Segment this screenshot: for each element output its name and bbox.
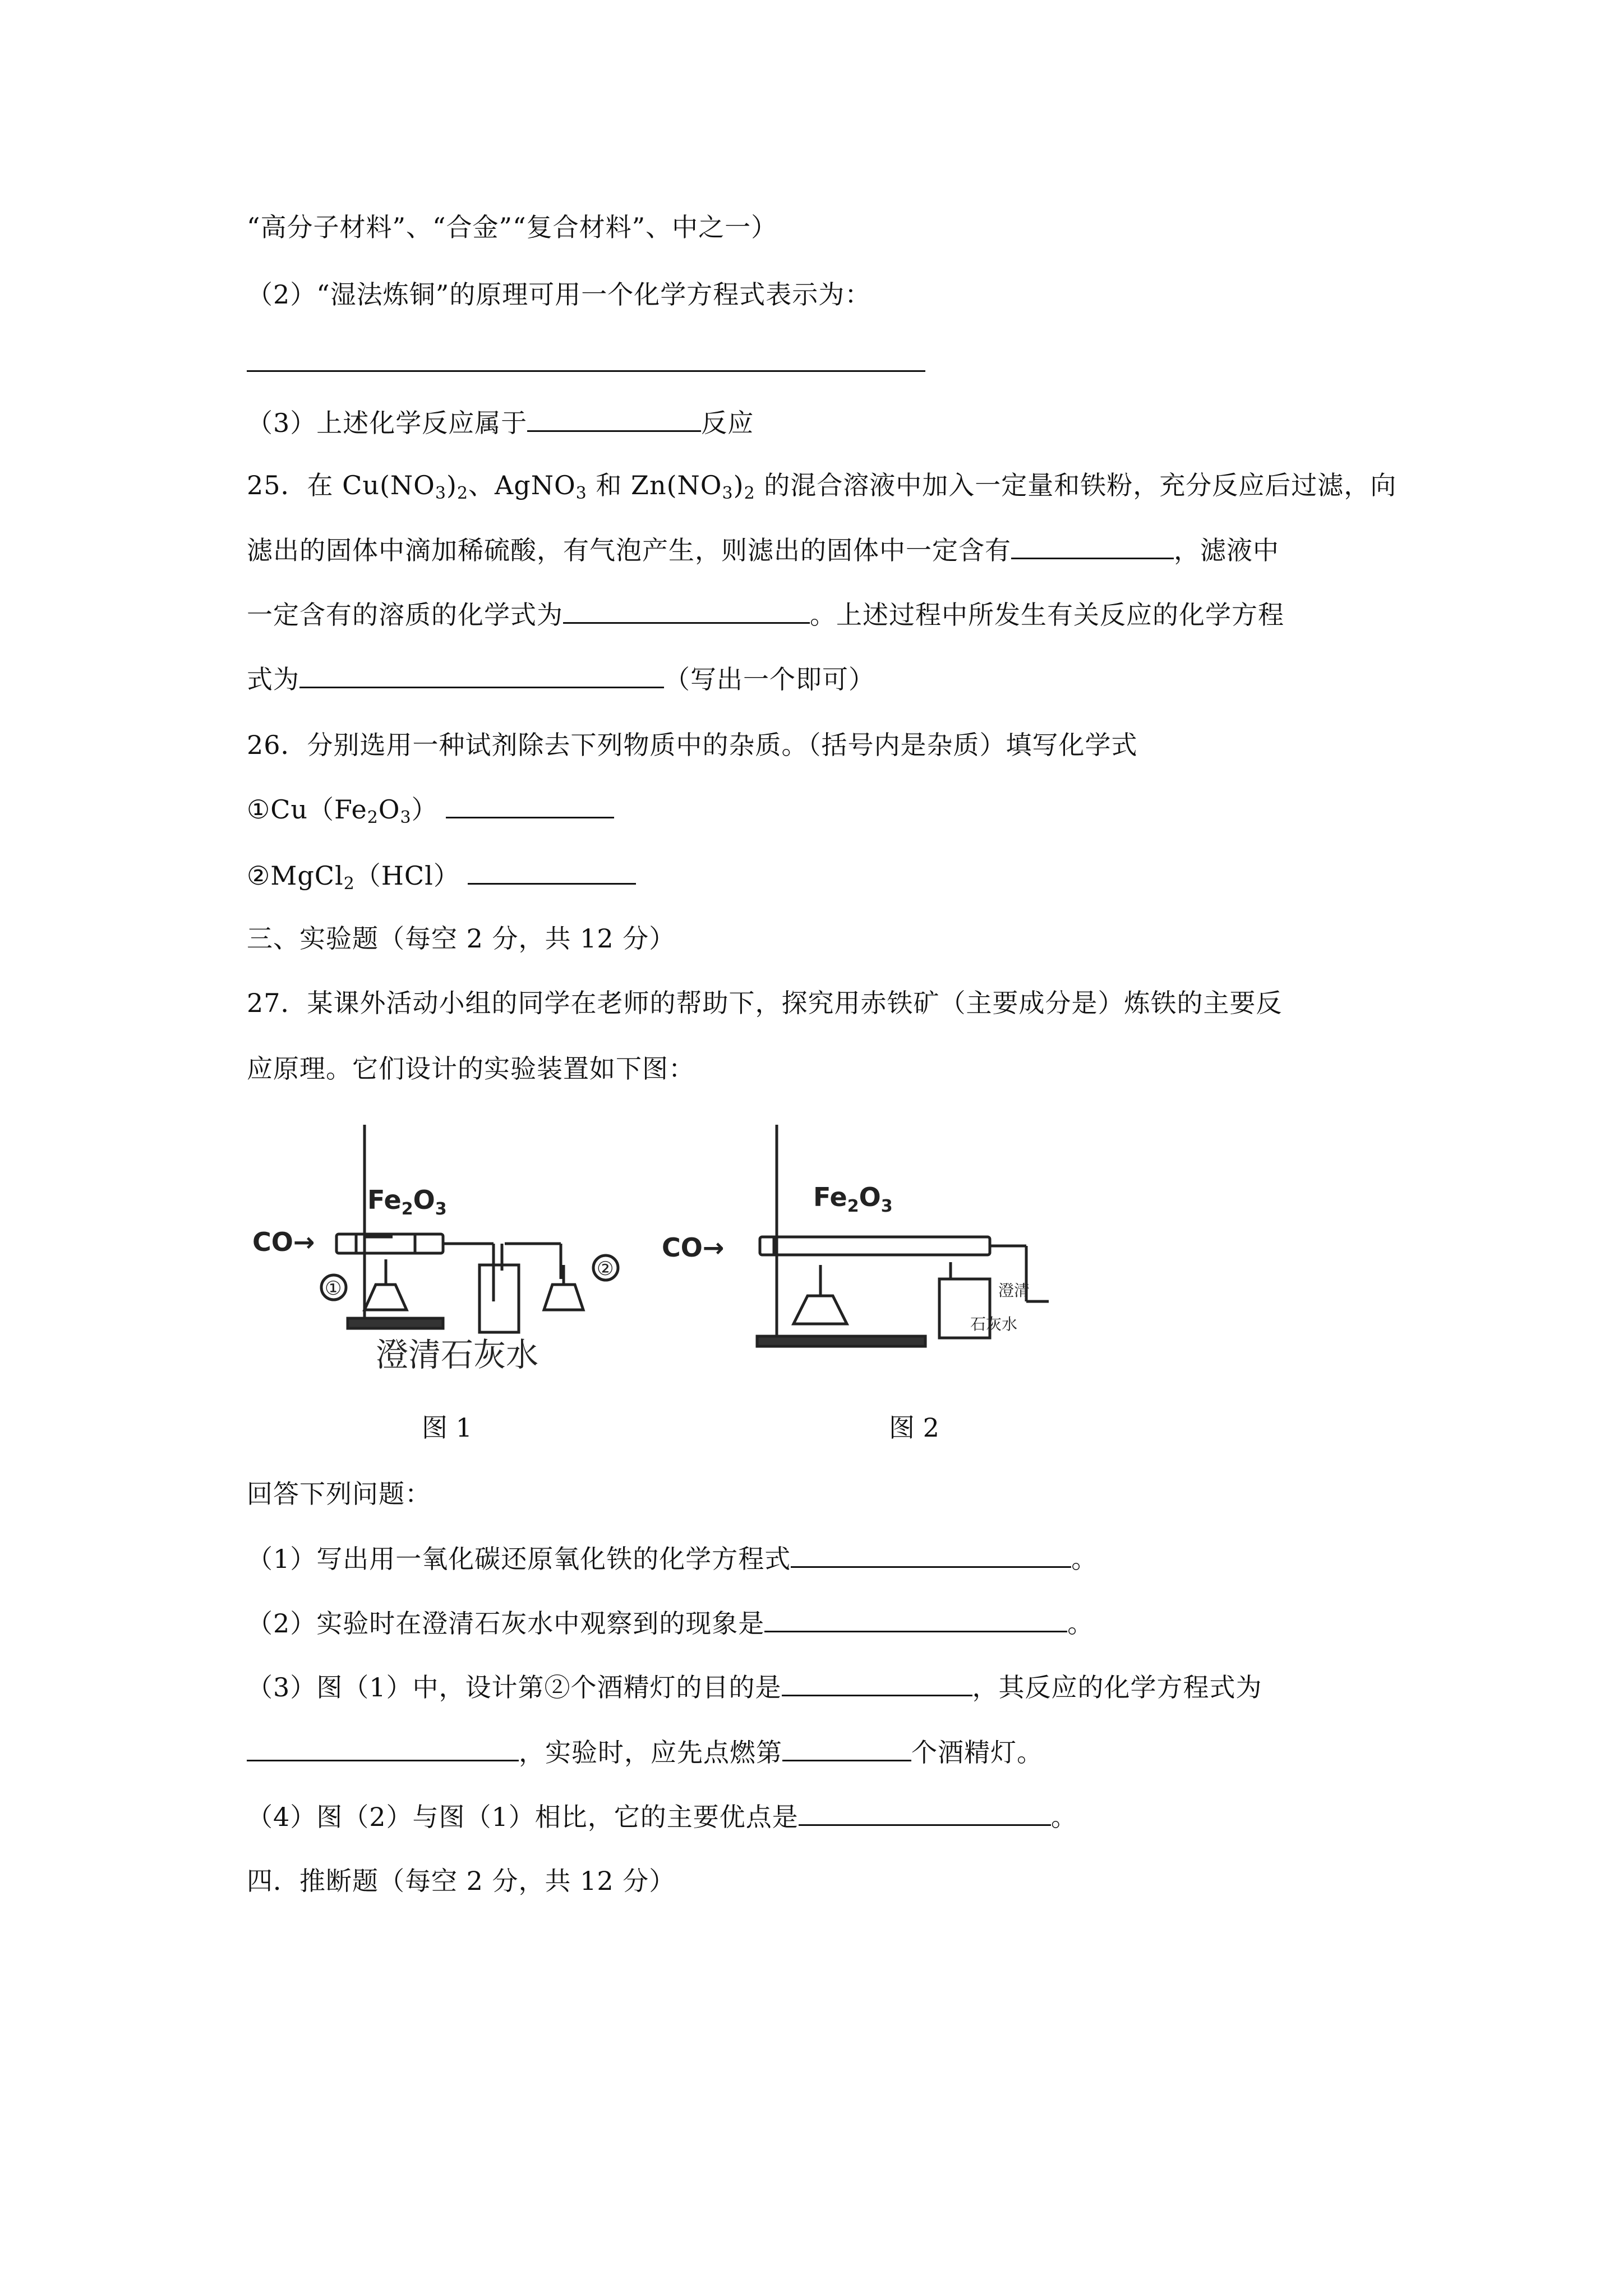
subscript: 2: [744, 484, 755, 503]
question-25-line1: [247, 468, 1396, 502]
text: 反应: [701, 408, 754, 438]
co-inlet-label: CO→: [252, 1227, 315, 1257]
answer-blank[interactable]: [247, 1735, 519, 1761]
question-26: [247, 728, 1138, 762]
text: 三、实验题（每空 2 分，共 12 分）: [247, 923, 676, 954]
answer-prompt: [247, 1477, 431, 1511]
text: 。: [1071, 1544, 1098, 1574]
subscript: 3: [400, 808, 412, 827]
bottle-label-bottom: 石灰水: [970, 1315, 1018, 1333]
section-3-heading: [247, 922, 675, 955]
text: （3）图（1）中，设计第②个酒精灯的目的是: [247, 1672, 782, 1703]
question-24-3: [247, 406, 754, 440]
reaction-tube: [760, 1237, 990, 1255]
text: 四．推断题（每空 2 分，共 12 分）: [247, 1866, 676, 1896]
text: ，滤液中: [1174, 535, 1279, 565]
figure-1-apparatus: [247, 1116, 684, 1374]
text: 和 Zn(NO: [587, 470, 722, 500]
question-25-line3: [247, 597, 1284, 632]
answer-line[interactable]: [247, 370, 925, 372]
limewater-bottle: [479, 1265, 519, 1332]
text: 。: [1067, 1608, 1094, 1639]
stand-base: [348, 1318, 443, 1328]
subscript: 2: [457, 484, 469, 503]
question-27-line2: [247, 1052, 695, 1085]
text: ①Cu（Fe: [247, 794, 367, 825]
text: （HCl）: [354, 861, 460, 891]
question-27-1: [247, 1542, 1098, 1576]
section-4-heading: [247, 1864, 675, 1898]
text: ): [446, 470, 457, 500]
text: 个酒精灯。: [911, 1737, 1043, 1768]
answer-blank[interactable]: [446, 792, 614, 818]
subscript: 2: [343, 874, 355, 894]
figure-2-apparatus: [662, 1116, 1155, 1374]
subscript: 3: [435, 484, 446, 503]
answer-blank[interactable]: [563, 597, 810, 624]
subscript: 2: [367, 808, 379, 827]
answer-blank[interactable]: [468, 858, 636, 885]
text: ，其反应的化学方程式为: [972, 1672, 1262, 1703]
answer-blank[interactable]: [782, 1735, 911, 1761]
question-27-3-line2: [247, 1735, 1043, 1769]
text: 一定含有的溶质的化学式为: [247, 600, 563, 630]
co-inlet-label: CO→: [662, 1232, 725, 1263]
text: “高分子材料”、“合金”“复合材料”、中之一）: [247, 212, 778, 242]
text: 回答下列问题：: [247, 1479, 431, 1509]
text-line: [247, 210, 777, 244]
text: （写出一个即可）: [664, 664, 875, 694]
text: （2）实验时在澄清石灰水中观察到的现象是: [247, 1608, 765, 1639]
text: 滤出的固体中滴加稀硫酸，有气泡产生，则滤出的固体中一定含有: [247, 535, 1011, 565]
lamp-1-label: ①: [325, 1277, 342, 1300]
answer-blank[interactable]: [799, 1800, 1051, 1826]
text: 。: [1050, 1802, 1077, 1832]
text: ，实验时，应先点燃第: [519, 1737, 782, 1768]
reagent-label: $Fe_2O_3$: [367, 1185, 447, 1219]
limewater-label: 澄清石灰水: [376, 1336, 539, 1374]
question-26-1: [247, 792, 614, 826]
text: （1）写出用一氧化碳还原氧化铁的化学方程式: [247, 1544, 791, 1574]
answer-blank[interactable]: [527, 406, 701, 432]
text: （4）图（2）与图（1）相比，它的主要优点是: [247, 1802, 799, 1832]
question-27-4: [247, 1800, 1077, 1834]
bottle-label-top: 澄清: [998, 1281, 1030, 1300]
text: ): [733, 470, 744, 500]
answer-blank[interactable]: [791, 1542, 1071, 1568]
lamp-2-label: ②: [597, 1258, 614, 1280]
question-27-line1: [247, 986, 1283, 1020]
text: 25．在 Cu(NO: [247, 470, 435, 500]
question-26-2: [247, 858, 636, 892]
answer-blank[interactable]: [1011, 533, 1174, 559]
text: 27．某课外活动小组的同学在老师的帮助下，探究用赤铁矿（主要成分是）炼铁的主要反: [247, 988, 1283, 1018]
figure-1-caption: 图 1: [422, 1412, 472, 1443]
text: ）: [411, 794, 438, 825]
figure-2-caption: 图 2: [889, 1412, 939, 1443]
reagent-label: $Fe_2O_3$: [813, 1182, 893, 1216]
alcohol-lamp-2: [544, 1285, 583, 1310]
text: 的混合溶液中加入一定量和铁粉，充分反应后过滤，向: [755, 470, 1397, 500]
text: 26．分别选用一种试剂除去下列物质中的杂质。（括号内是杂质）填写化学式: [247, 730, 1138, 760]
text: ②MgCl: [247, 861, 344, 891]
answer-blank[interactable]: [782, 1670, 972, 1696]
alcohol-lamp: [794, 1296, 847, 1324]
text: O: [378, 794, 400, 825]
answer-blank[interactable]: [299, 662, 664, 688]
question-25-line2: [247, 533, 1279, 567]
text: 。上述过程中所发生有关反应的化学方程: [810, 600, 1284, 630]
question-27-3-line1: [247, 1670, 1262, 1704]
question-25-line4: [247, 662, 875, 696]
question-27-2: [247, 1606, 1094, 1640]
subscript: 3: [722, 484, 734, 503]
text: （2）“湿法炼铜”的原理可用一个化学方程式表示为：: [247, 279, 872, 310]
text: 应原理。它们设计的实验装置如下图：: [247, 1053, 695, 1084]
text: 、AgNO: [468, 470, 576, 500]
text: 式为: [247, 664, 299, 694]
answer-blank[interactable]: [764, 1606, 1067, 1632]
question-24-2: [247, 278, 871, 311]
stand-base: [757, 1336, 925, 1346]
subscript: 3: [575, 484, 587, 503]
alcohol-lamp-1: [365, 1285, 407, 1310]
text: （3）上述化学反应属于: [247, 408, 528, 438]
